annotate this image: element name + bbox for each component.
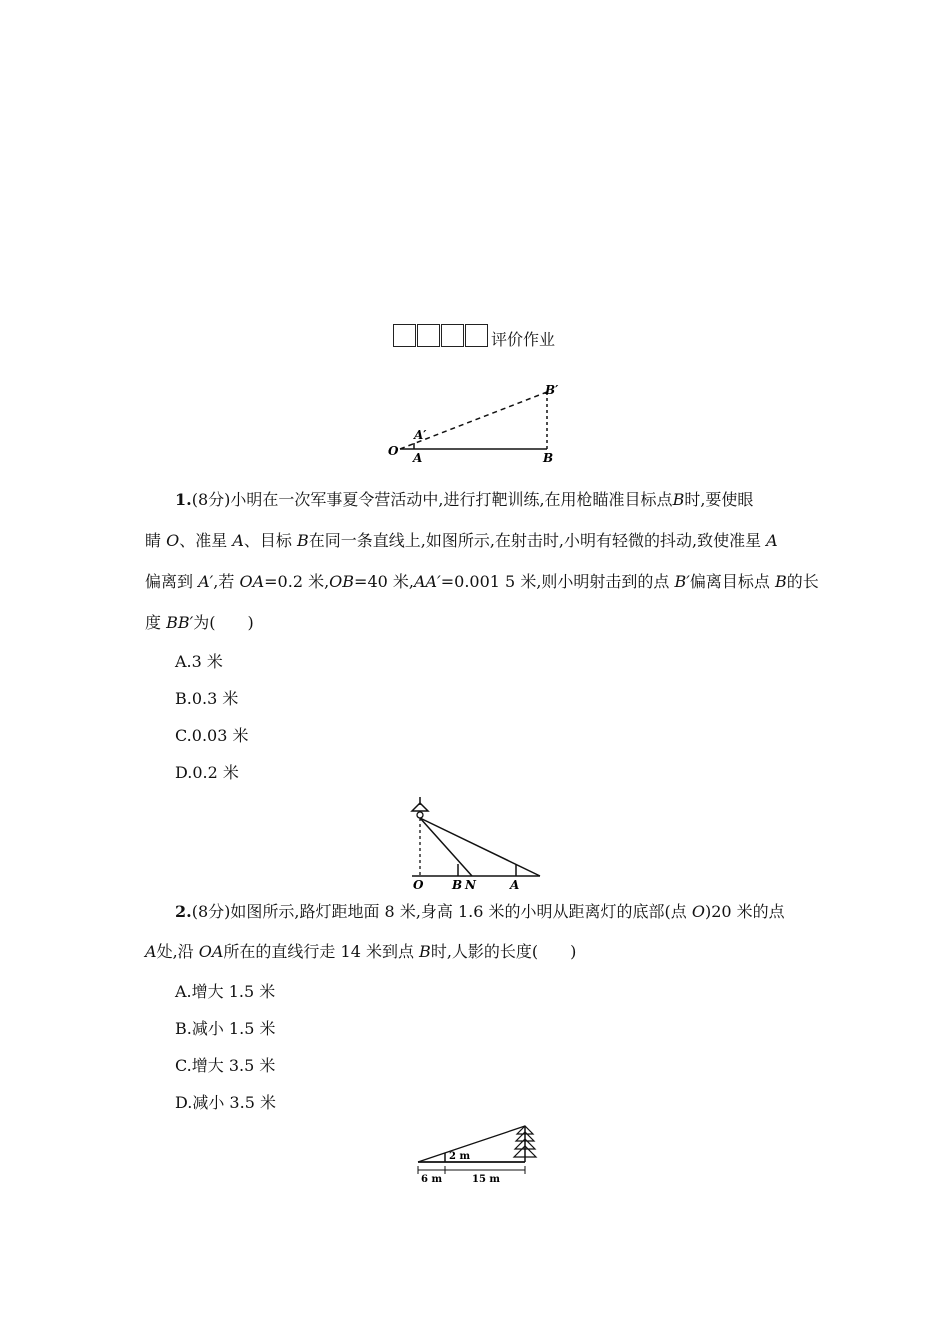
- q1-option-d: D.0.2 米: [175, 763, 239, 782]
- q1-option-a: A.3 米: [175, 652, 223, 671]
- q1-line-2: 睛 O、准星 A、目标 B在同一条直线上,如图所示,在射击时,小明有轻微的抖动,致使准星 A: [145, 531, 778, 550]
- label-O: O: [388, 444, 399, 458]
- q1-line-3: 偏离到 A′,若 OA=0.2 米,OB=40 米,AA′=0.001 5 米,则小明射击到的点 B′偏离目标点 B的长: [145, 572, 819, 591]
- q1-line-1: 1.(8分)小明在一次军事夏令营活动中,进行打靶训练,在用枪瞄准目标点B时,要使眼: [175, 490, 754, 509]
- q2-option-a: A.增大 1.5 米: [175, 982, 276, 1001]
- q1-line-4: 度 BB′为( ): [145, 613, 254, 632]
- label-B: B: [543, 451, 554, 465]
- figure-2: [400, 793, 550, 893]
- q1-option-b: B.0.3 米: [175, 689, 239, 708]
- q2-option-c: C.增大 3.5 米: [175, 1056, 276, 1075]
- score-box: [417, 324, 440, 347]
- q2-line-2: A处,沿 OA所在的直线行走 14 米到点 B时,人影的长度( ): [145, 942, 577, 961]
- label-d1: 6 m: [421, 1174, 443, 1184]
- label-B: B: [452, 878, 463, 892]
- figure-1: [380, 380, 570, 465]
- figure-3: [410, 1122, 540, 1184]
- label-A: A: [413, 451, 423, 465]
- q1-option-c: C.0.03 米: [175, 726, 249, 745]
- ray-to-N: [420, 818, 472, 876]
- score-box: [441, 324, 464, 347]
- ray-to-A: [420, 818, 540, 876]
- sight-line: [418, 1126, 525, 1162]
- score-box: [393, 324, 416, 347]
- label-N: N: [465, 878, 476, 892]
- label-Ap: A′: [414, 428, 427, 442]
- bulb-icon: [417, 812, 423, 818]
- tree-icon: [514, 1126, 536, 1162]
- section-title: 评价作业: [491, 330, 556, 349]
- q2-option-d: D.减小 3.5 米: [175, 1093, 276, 1112]
- label-A: A: [510, 878, 520, 892]
- label-height: 2 m: [449, 1151, 471, 1162]
- label-d2: 15 m: [472, 1174, 500, 1184]
- score-boxes: [393, 324, 489, 347]
- score-box: [465, 324, 488, 347]
- label-Bp: B′: [545, 383, 559, 397]
- label-O: O: [413, 878, 424, 892]
- q2-option-b: B.减小 1.5 米: [175, 1019, 276, 1038]
- q2-line-1: 2.(8分)如图所示,路灯距地面 8 米,身高 1.6 米的小明从距离灯的底部(点 O)20 米的点: [175, 902, 785, 921]
